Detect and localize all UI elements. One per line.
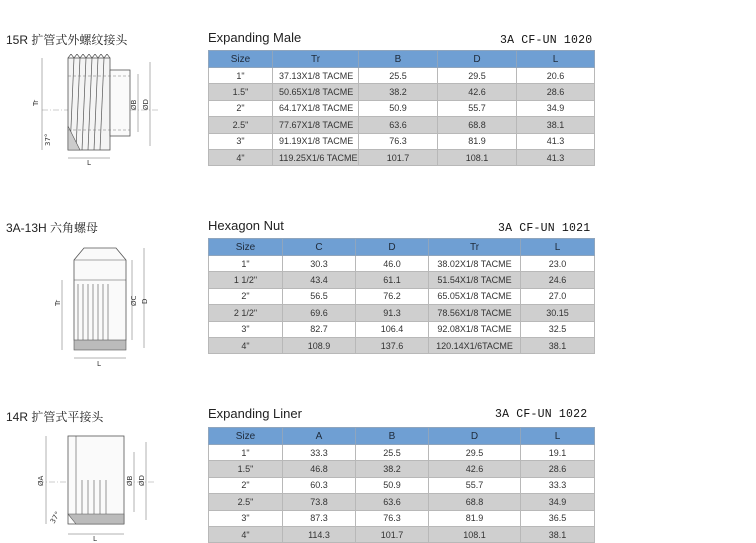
cell: 108.1 — [429, 526, 521, 542]
column-header: D — [438, 51, 517, 68]
section-2-en-title: Hexagon Nut — [208, 218, 284, 233]
expanding-male-table — [208, 50, 595, 166]
cell: 38.2 — [359, 84, 438, 100]
cell: 2" — [209, 477, 283, 493]
cell: 68.8 — [438, 117, 517, 133]
cell: 76.3 — [359, 133, 438, 149]
table-row — [209, 494, 595, 510]
drawing-3-l-label: L — [93, 535, 97, 542]
section-1-cn-title: 15R 扩管式外螺纹接头 — [6, 33, 128, 47]
cell: 3" — [209, 133, 273, 149]
cell: 63.6 — [359, 117, 438, 133]
cell: 2.5" — [209, 117, 273, 133]
cell: 51.54X1/8 TACME — [429, 272, 521, 288]
hexagon-nut-drawing — [48, 240, 158, 368]
cell: 81.9 — [438, 133, 517, 149]
cell: 30.15 — [521, 305, 595, 321]
table-row — [209, 133, 595, 149]
cell: 91.19X1/8 TACME — [273, 133, 359, 149]
drawing-3-a-label: ØA — [37, 475, 45, 486]
cell: 37.13X1/8 TACME — [273, 68, 359, 84]
cell: 32.5 — [521, 321, 595, 337]
cell: 69.6 — [283, 305, 356, 321]
section-1-code: 3A CF-UN 1020 — [500, 34, 593, 47]
cell: 25.5 — [356, 445, 429, 461]
table-row — [209, 256, 595, 272]
column-header: L — [521, 428, 595, 445]
cell: 1 1/2" — [209, 272, 283, 288]
cell: 82.7 — [283, 321, 356, 337]
cell: 50.9 — [356, 477, 429, 493]
cell: 38.02X1/8 TACME — [429, 256, 521, 272]
cell: 65.05X1/8 TACME — [429, 288, 521, 304]
drawing-3-d-label: ØD — [138, 475, 146, 486]
cell: 68.8 — [429, 494, 521, 510]
cell: 1" — [209, 68, 273, 84]
cell: 38.1 — [521, 526, 595, 542]
cell: 92.08X1/8 TACME — [429, 321, 521, 337]
cell: 137.6 — [356, 337, 429, 353]
cell: 50.9 — [359, 100, 438, 116]
cell: 38.1 — [521, 337, 595, 353]
drawing-3-angle-label: 37° — [48, 510, 62, 525]
table-row — [209, 477, 595, 493]
table-row — [209, 510, 595, 526]
drawing-2-tr-label: Tr — [54, 299, 62, 306]
cell: 73.8 — [283, 494, 356, 510]
cell: 41.3 — [517, 149, 595, 165]
cell: 76.3 — [356, 510, 429, 526]
cell: 119.25X1/6 TACME — [273, 149, 359, 165]
cell: 3" — [209, 510, 283, 526]
column-header: Size — [209, 428, 283, 445]
cell: 46.0 — [356, 256, 429, 272]
cell: 19.1 — [521, 445, 595, 461]
column-header: D — [356, 239, 429, 256]
section-3-en-title: Expanding Liner — [208, 406, 302, 421]
cell: 1.5" — [209, 461, 283, 477]
column-header: Size — [209, 239, 283, 256]
cell: 41.3 — [517, 133, 595, 149]
section-2-code: 3A CF-UN 1021 — [498, 222, 591, 235]
cell: 108.9 — [283, 337, 356, 353]
cell: 34.9 — [521, 494, 595, 510]
drawing-1-angle-label: 37° — [44, 133, 52, 146]
cell: 2" — [209, 288, 283, 304]
cell: 42.6 — [438, 84, 517, 100]
cell: 76.2 — [356, 288, 429, 304]
cell: 50.65X1/8 TACME — [273, 84, 359, 100]
expanding-male-drawing — [28, 54, 168, 166]
column-header: C — [283, 239, 356, 256]
table-header-row — [209, 239, 595, 256]
drawing-2-l-label: L — [97, 360, 101, 368]
cell: 25.5 — [359, 68, 438, 84]
cell: 2.5" — [209, 494, 283, 510]
cell: 4" — [209, 337, 283, 353]
cell: 27.0 — [521, 288, 595, 304]
table-row — [209, 272, 595, 288]
cell: 43.4 — [283, 272, 356, 288]
table-row — [209, 84, 595, 100]
cell: 64.17X1/8 TACME — [273, 100, 359, 116]
table-row — [209, 149, 595, 165]
cell: 1" — [209, 445, 283, 461]
cell: 91.3 — [356, 305, 429, 321]
cell: 77.67X1/8 TACME — [273, 117, 359, 133]
column-header: A — [283, 428, 356, 445]
cell: 101.7 — [359, 149, 438, 165]
column-header: Tr — [273, 51, 359, 68]
cell: 2" — [209, 100, 273, 116]
drawing-1-tr-label: Tr — [32, 99, 40, 106]
expanding-liner-drawing — [30, 430, 160, 542]
drawing-1-b-label: ØB — [130, 99, 138, 110]
cell: 38.2 — [356, 461, 429, 477]
cell: 30.3 — [283, 256, 356, 272]
column-header: Tr — [429, 239, 521, 256]
column-header: L — [521, 239, 595, 256]
cell: 34.9 — [517, 100, 595, 116]
cell: 114.3 — [283, 526, 356, 542]
column-header: Size — [209, 51, 273, 68]
cell: 33.3 — [283, 445, 356, 461]
cell: 63.6 — [356, 494, 429, 510]
cell: 1" — [209, 256, 283, 272]
cell: 78.56X1/8 TACME — [429, 305, 521, 321]
hexagon-nut-table — [208, 238, 595, 354]
column-header: B — [356, 428, 429, 445]
table-row — [209, 321, 595, 337]
cell: 56.5 — [283, 288, 356, 304]
table-header-row — [209, 428, 595, 445]
cell: 24.6 — [521, 272, 595, 288]
cell: 33.3 — [521, 477, 595, 493]
drawing-2-c-label: ØC — [130, 295, 138, 306]
table-row — [209, 117, 595, 133]
table-row — [209, 68, 595, 84]
section-2-cn-title: 3A-13H 六角螺母 — [6, 221, 99, 235]
cell: 42.6 — [429, 461, 521, 477]
cell: 20.6 — [517, 68, 595, 84]
cell: 55.7 — [429, 477, 521, 493]
cell: 29.5 — [438, 68, 517, 84]
cell: 108.1 — [438, 149, 517, 165]
cell: 38.1 — [517, 117, 595, 133]
cell: 55.7 — [438, 100, 517, 116]
drawing-2-d-label: D — [141, 298, 149, 304]
column-header: D — [429, 428, 521, 445]
expanding-liner-table — [208, 427, 595, 543]
table-row — [209, 337, 595, 353]
drawing-1-l-label: L — [87, 159, 91, 166]
drawing-1-d-label: ØD — [142, 99, 150, 110]
table-row — [209, 445, 595, 461]
cell: 4" — [209, 149, 273, 165]
section-3-code: 3A CF-UN 1022 — [495, 408, 588, 421]
cell: 106.4 — [356, 321, 429, 337]
cell: 81.9 — [429, 510, 521, 526]
column-header: L — [517, 51, 595, 68]
table-row — [209, 461, 595, 477]
cell: 28.6 — [517, 84, 595, 100]
table-row — [209, 100, 595, 116]
column-header: B — [359, 51, 438, 68]
section-3-cn-title: 14R 扩管式平接头 — [6, 410, 104, 424]
table-header-row — [209, 51, 595, 68]
table-row — [209, 526, 595, 542]
cell: 61.1 — [356, 272, 429, 288]
table-row — [209, 305, 595, 321]
cell: 29.5 — [429, 445, 521, 461]
cell: 87.3 — [283, 510, 356, 526]
cell: 46.8 — [283, 461, 356, 477]
cell: 1.5" — [209, 84, 273, 100]
cell: 36.5 — [521, 510, 595, 526]
cell: 28.6 — [521, 461, 595, 477]
cell: 4" — [209, 526, 283, 542]
cell: 101.7 — [356, 526, 429, 542]
section-1-en-title: Expanding Male — [208, 30, 302, 45]
cell: 23.0 — [521, 256, 595, 272]
cell: 60.3 — [283, 477, 356, 493]
cell: 2 1/2" — [209, 305, 283, 321]
drawing-3-b-label: ØB — [126, 475, 134, 486]
cell: 3" — [209, 321, 283, 337]
cell: 120.14X1/6TACME — [429, 337, 521, 353]
table-row — [209, 288, 595, 304]
